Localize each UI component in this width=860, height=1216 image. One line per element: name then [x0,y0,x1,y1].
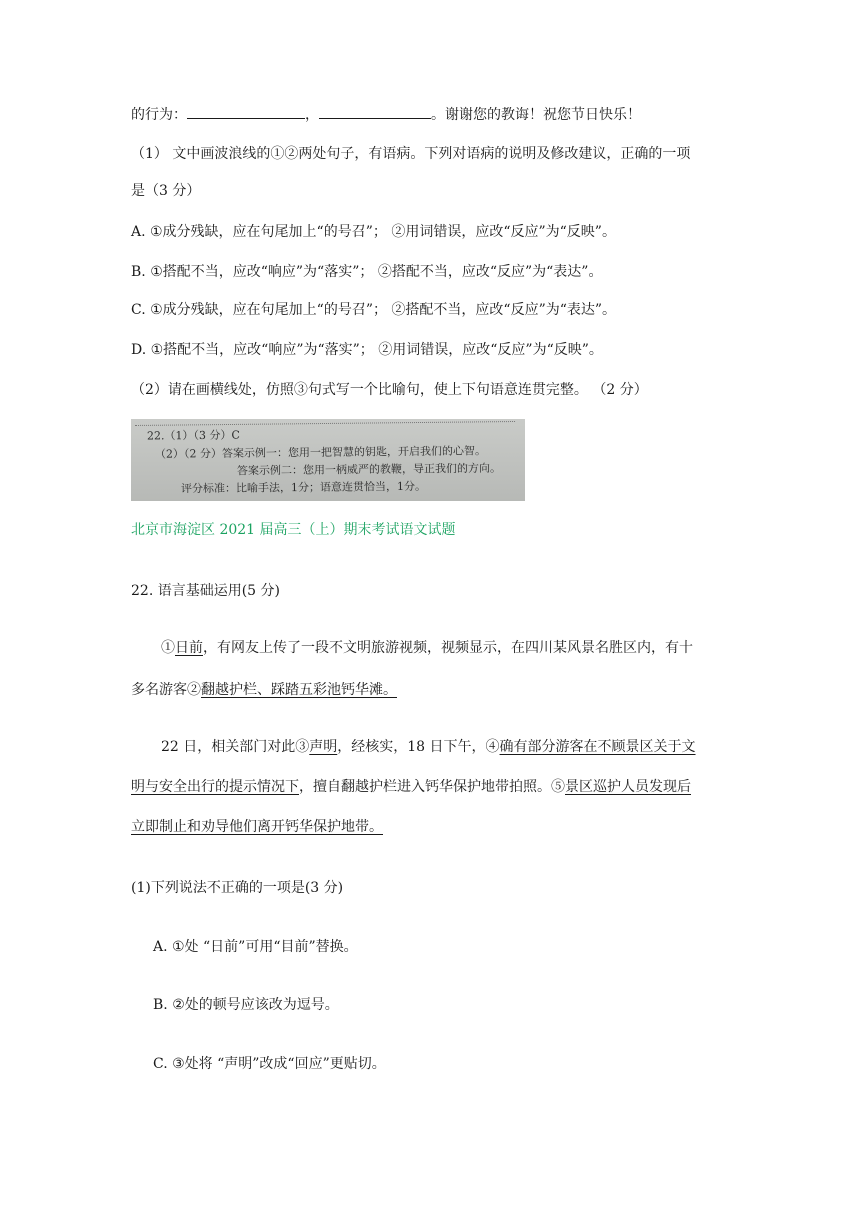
photo-line-1: 22.（1）（3 分）C [146,428,240,443]
tail-text: 。谢谢您的教诲！祝您节日快乐！ [431,107,641,123]
underlined-tishi: 明与安全出行的提示情况下 [131,779,299,795]
passage-line-1 [161,638,693,658]
q3-option-c: C. ③处将 “声明”改成“回应”更贴切。 [153,1056,386,1072]
passage-text: ，擅自翻越护栏进入钙华保护地带拍照。⑤ [299,779,565,795]
q1-option-c: C. ①成分残缺，应在句尾加上“的号召”； ②搭配不当，应改“反应”为“表达”。 [131,302,617,318]
passage-line-4 [131,777,691,797]
underlined-shengming: 声明 [309,739,338,755]
underlined-queyou: 确有部分游客在不顾景区关于文 [499,739,696,755]
q3-option-a: A. ①处 “日前”可用“目前”替换。 [153,939,358,955]
q1-option-b: B. ①搭配不当，应改“响应”为“落实”； ②搭配不当，应改“反应”为“表达”。 [131,264,603,280]
q3-option-b: B. ②处的顿号应该改为逗号。 [153,997,339,1013]
answer-blank-1 [187,104,305,119]
q1-stem-line1: （1） 文中画波浪线的①②两处句子，有语病。下列对语病的说明及修改建议，正确的一项 [131,146,691,162]
passage-text: ，有网友上传了一段不文明旅游视频，视频显示，在四川某风景名胜区内，有十 [203,640,693,656]
passage-text: 22 日，相关部门对此③ [161,739,310,755]
section-title: 22. 语言基础运用(5 分) [131,583,280,599]
photo-line-4: 评分标准：比喻手法，1分；语意连贯恰当，1分。 [180,479,427,496]
passage-line-2 [131,680,397,700]
q2-stem: （2）请在画横线处，仿照③句式写一个比喻句，使上下句语意连贯完整。 （2 分） [131,382,648,398]
passage-text: 多名游客② [131,682,201,698]
passage-text: ，经核实，18 日下午，④ [337,739,500,755]
answer-blank-2 [319,104,431,119]
marker-1: ① [161,640,175,656]
passage-line-3 [161,737,696,757]
photo-line-3: 答案示例二：您用一柄威严的教鞭，导正我们的方向。 [236,461,502,478]
previous-question-tail [131,104,641,125]
tail-comma: ， [305,107,319,123]
photo-cut-line [135,419,515,426]
tail-lead: 的行为： [131,107,187,123]
underlined-fanyue: 翻越护栏、踩踏五彩池钙华滩。 [201,682,397,698]
photo-line-2: （2）（2 分）答案示例一：您用一把智慧的钥匙，开启我们的心智。 [154,444,487,461]
q1-option-a: A. ①成分残缺，应在句尾加上“的号召”； ②用词错误，应改“反应”为“反映”。 [131,224,616,240]
source-title: 北京市海淀区 2021 届高三（上）期末考试语文试题 [131,522,456,538]
answer-photo [131,419,525,501]
q1-option-d: D. ①搭配不当，应改“响应”为“落实”； ②用词错误，应改“反应”为“反映”。 [131,342,603,358]
q1-stem-line2: 是（3 分） [131,183,201,199]
underlined-zhizhi: 立即制止和劝导他们离开钙华保护地带。 [131,819,383,835]
passage-line-5 [131,817,383,837]
underlined-rinian: 日前 [175,640,203,656]
underlined-xunhu: 景区巡护人员发现后 [565,779,691,795]
q3-stem: (1)下列说法不正确的一项是(3 分) [131,880,344,896]
